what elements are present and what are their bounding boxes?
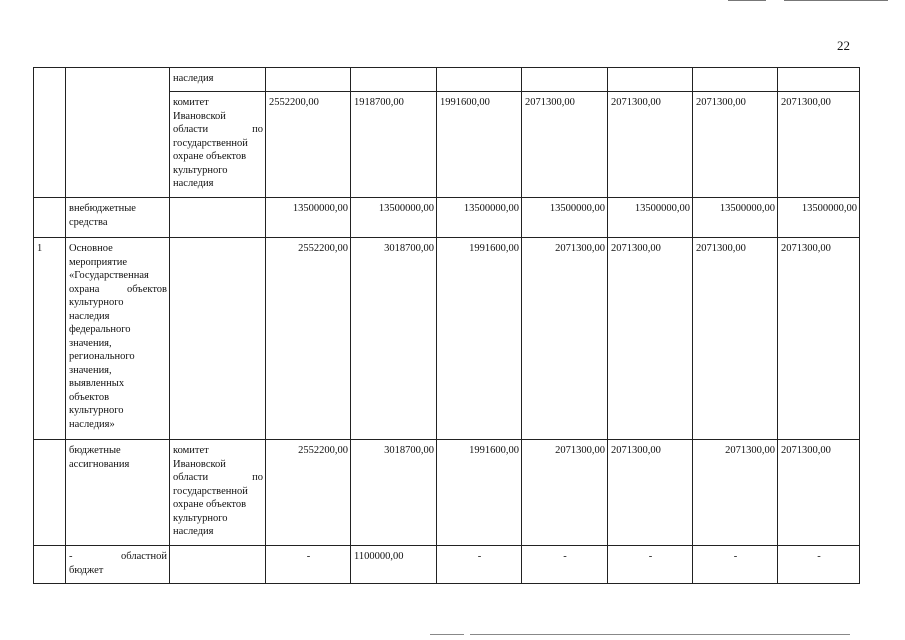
- name-line: культурного: [69, 297, 124, 308]
- cell-value: -: [522, 546, 608, 584]
- name-line: «Государственная: [69, 270, 149, 281]
- scan-edge-line: [470, 634, 850, 635]
- executor-line: области по: [173, 124, 263, 135]
- cell-value: -: [693, 546, 778, 584]
- cell-number: [34, 440, 66, 546]
- page-number: 22: [837, 38, 850, 53]
- executor-line: Ивановской: [173, 110, 226, 122]
- executor-line: охране объектов: [173, 499, 247, 510]
- cell-value: 2552200,00: [266, 238, 351, 440]
- cell-value: -: [266, 546, 351, 584]
- cell-value: -: [608, 546, 693, 584]
- cell-value: [693, 68, 778, 92]
- cell-value: 1991600,00: [437, 440, 522, 546]
- cell-executor: наследия: [170, 68, 266, 92]
- cell-value: 1918700,00: [351, 92, 437, 198]
- cell-value: 1100000,00: [351, 546, 437, 584]
- cell-value: 2071300,00: [608, 440, 693, 546]
- cell-value: 2071300,00: [522, 440, 608, 546]
- executor-line: Ивановской: [173, 458, 226, 470]
- executor-line: государственной: [173, 485, 248, 497]
- table-row: [34, 440, 860, 546]
- cell-value: [437, 68, 522, 92]
- cell-value: 2552200,00: [266, 92, 351, 198]
- executor-line: наследия: [173, 178, 214, 189]
- table-row: [34, 238, 860, 440]
- cell-value: 2071300,00: [608, 238, 693, 440]
- name-line: выявленных: [69, 378, 125, 389]
- name-line: Основное: [69, 243, 113, 254]
- scan-edge-line: [430, 634, 464, 635]
- name-line: значения,: [69, 364, 112, 376]
- budget-table: [33, 67, 860, 584]
- cell-value: -: [778, 546, 860, 584]
- executor-line: культурного: [173, 512, 228, 524]
- cell-number: [34, 546, 66, 584]
- name-line: бюджетные: [69, 445, 121, 456]
- name-line: наследия»: [69, 418, 115, 430]
- cell-value: 2071300,00: [693, 92, 778, 198]
- cell-value: 2071300,00: [522, 238, 608, 440]
- cell-value: -: [437, 546, 522, 584]
- cell-value: 2552200,00: [266, 440, 351, 546]
- name-line: федерального: [69, 324, 131, 335]
- name-line: наследия: [69, 310, 110, 322]
- cell-number: [34, 198, 66, 238]
- cell-value: 2071300,00: [778, 238, 860, 440]
- cell-number: [34, 68, 66, 198]
- cell-executor: [170, 92, 266, 198]
- cell-value: [608, 68, 693, 92]
- cell-value: [778, 68, 860, 92]
- cell-value: [266, 68, 351, 92]
- cell-value: 13500000,00: [778, 198, 860, 238]
- cell-value: [351, 68, 437, 92]
- cell-value: 2071300,00: [693, 238, 778, 440]
- cell-value: 2071300,00: [522, 92, 608, 198]
- cell-value: 2071300,00: [693, 440, 778, 546]
- name-line: мероприятие: [69, 256, 127, 268]
- cell-value: [522, 68, 608, 92]
- cell-name: [66, 68, 170, 198]
- cell-value: 13500000,00: [266, 198, 351, 238]
- cell-value: 2071300,00: [778, 440, 860, 546]
- cell-name: [66, 546, 170, 584]
- name-line: - областной: [69, 551, 167, 562]
- cell-name: внебюджетные средства: [66, 198, 170, 238]
- executor-line: комитет: [173, 445, 209, 456]
- cell-value: 13500000,00: [522, 198, 608, 238]
- cell-executor: [170, 440, 266, 546]
- cell-value: 13500000,00: [608, 198, 693, 238]
- cell-executor: [170, 238, 266, 440]
- executor-line: наследия: [173, 526, 214, 537]
- cell-value: 3018700,00: [351, 440, 437, 546]
- scan-edge-line: [728, 0, 766, 1]
- table-row: [34, 546, 860, 584]
- executor-line: охране объектов: [173, 151, 247, 162]
- cell-name: [66, 440, 170, 546]
- cell-executor: [170, 546, 266, 584]
- cell-name: [66, 238, 170, 440]
- cell-value: 2071300,00: [608, 92, 693, 198]
- name-line: культурного: [69, 405, 124, 416]
- executor-line: государственной: [173, 137, 248, 149]
- cell-value: 3018700,00: [351, 238, 437, 440]
- name-line: охрана объектов: [69, 283, 167, 295]
- cell-value: 1991600,00: [437, 92, 522, 198]
- cell-value: 2071300,00: [778, 92, 860, 198]
- name-line: ассигнования: [69, 458, 130, 470]
- cell-value: 13500000,00: [351, 198, 437, 238]
- table-row: [34, 198, 860, 238]
- name-line: бюджет: [69, 564, 104, 576]
- name-line: регионального: [69, 351, 135, 362]
- name-line: значения,: [69, 337, 112, 349]
- cell-value: 13500000,00: [437, 198, 522, 238]
- cell-value: 1991600,00: [437, 238, 522, 440]
- name-line: объектов: [69, 391, 110, 403]
- executor-line: области по: [173, 472, 263, 483]
- cell-executor: [170, 198, 266, 238]
- executor-line: комитет: [173, 97, 209, 108]
- executor-line: культурного: [173, 164, 228, 176]
- cell-number: 1: [34, 238, 66, 440]
- scan-edge-line: [784, 0, 888, 1]
- cell-value: 13500000,00: [693, 198, 778, 238]
- table-row: [34, 68, 860, 92]
